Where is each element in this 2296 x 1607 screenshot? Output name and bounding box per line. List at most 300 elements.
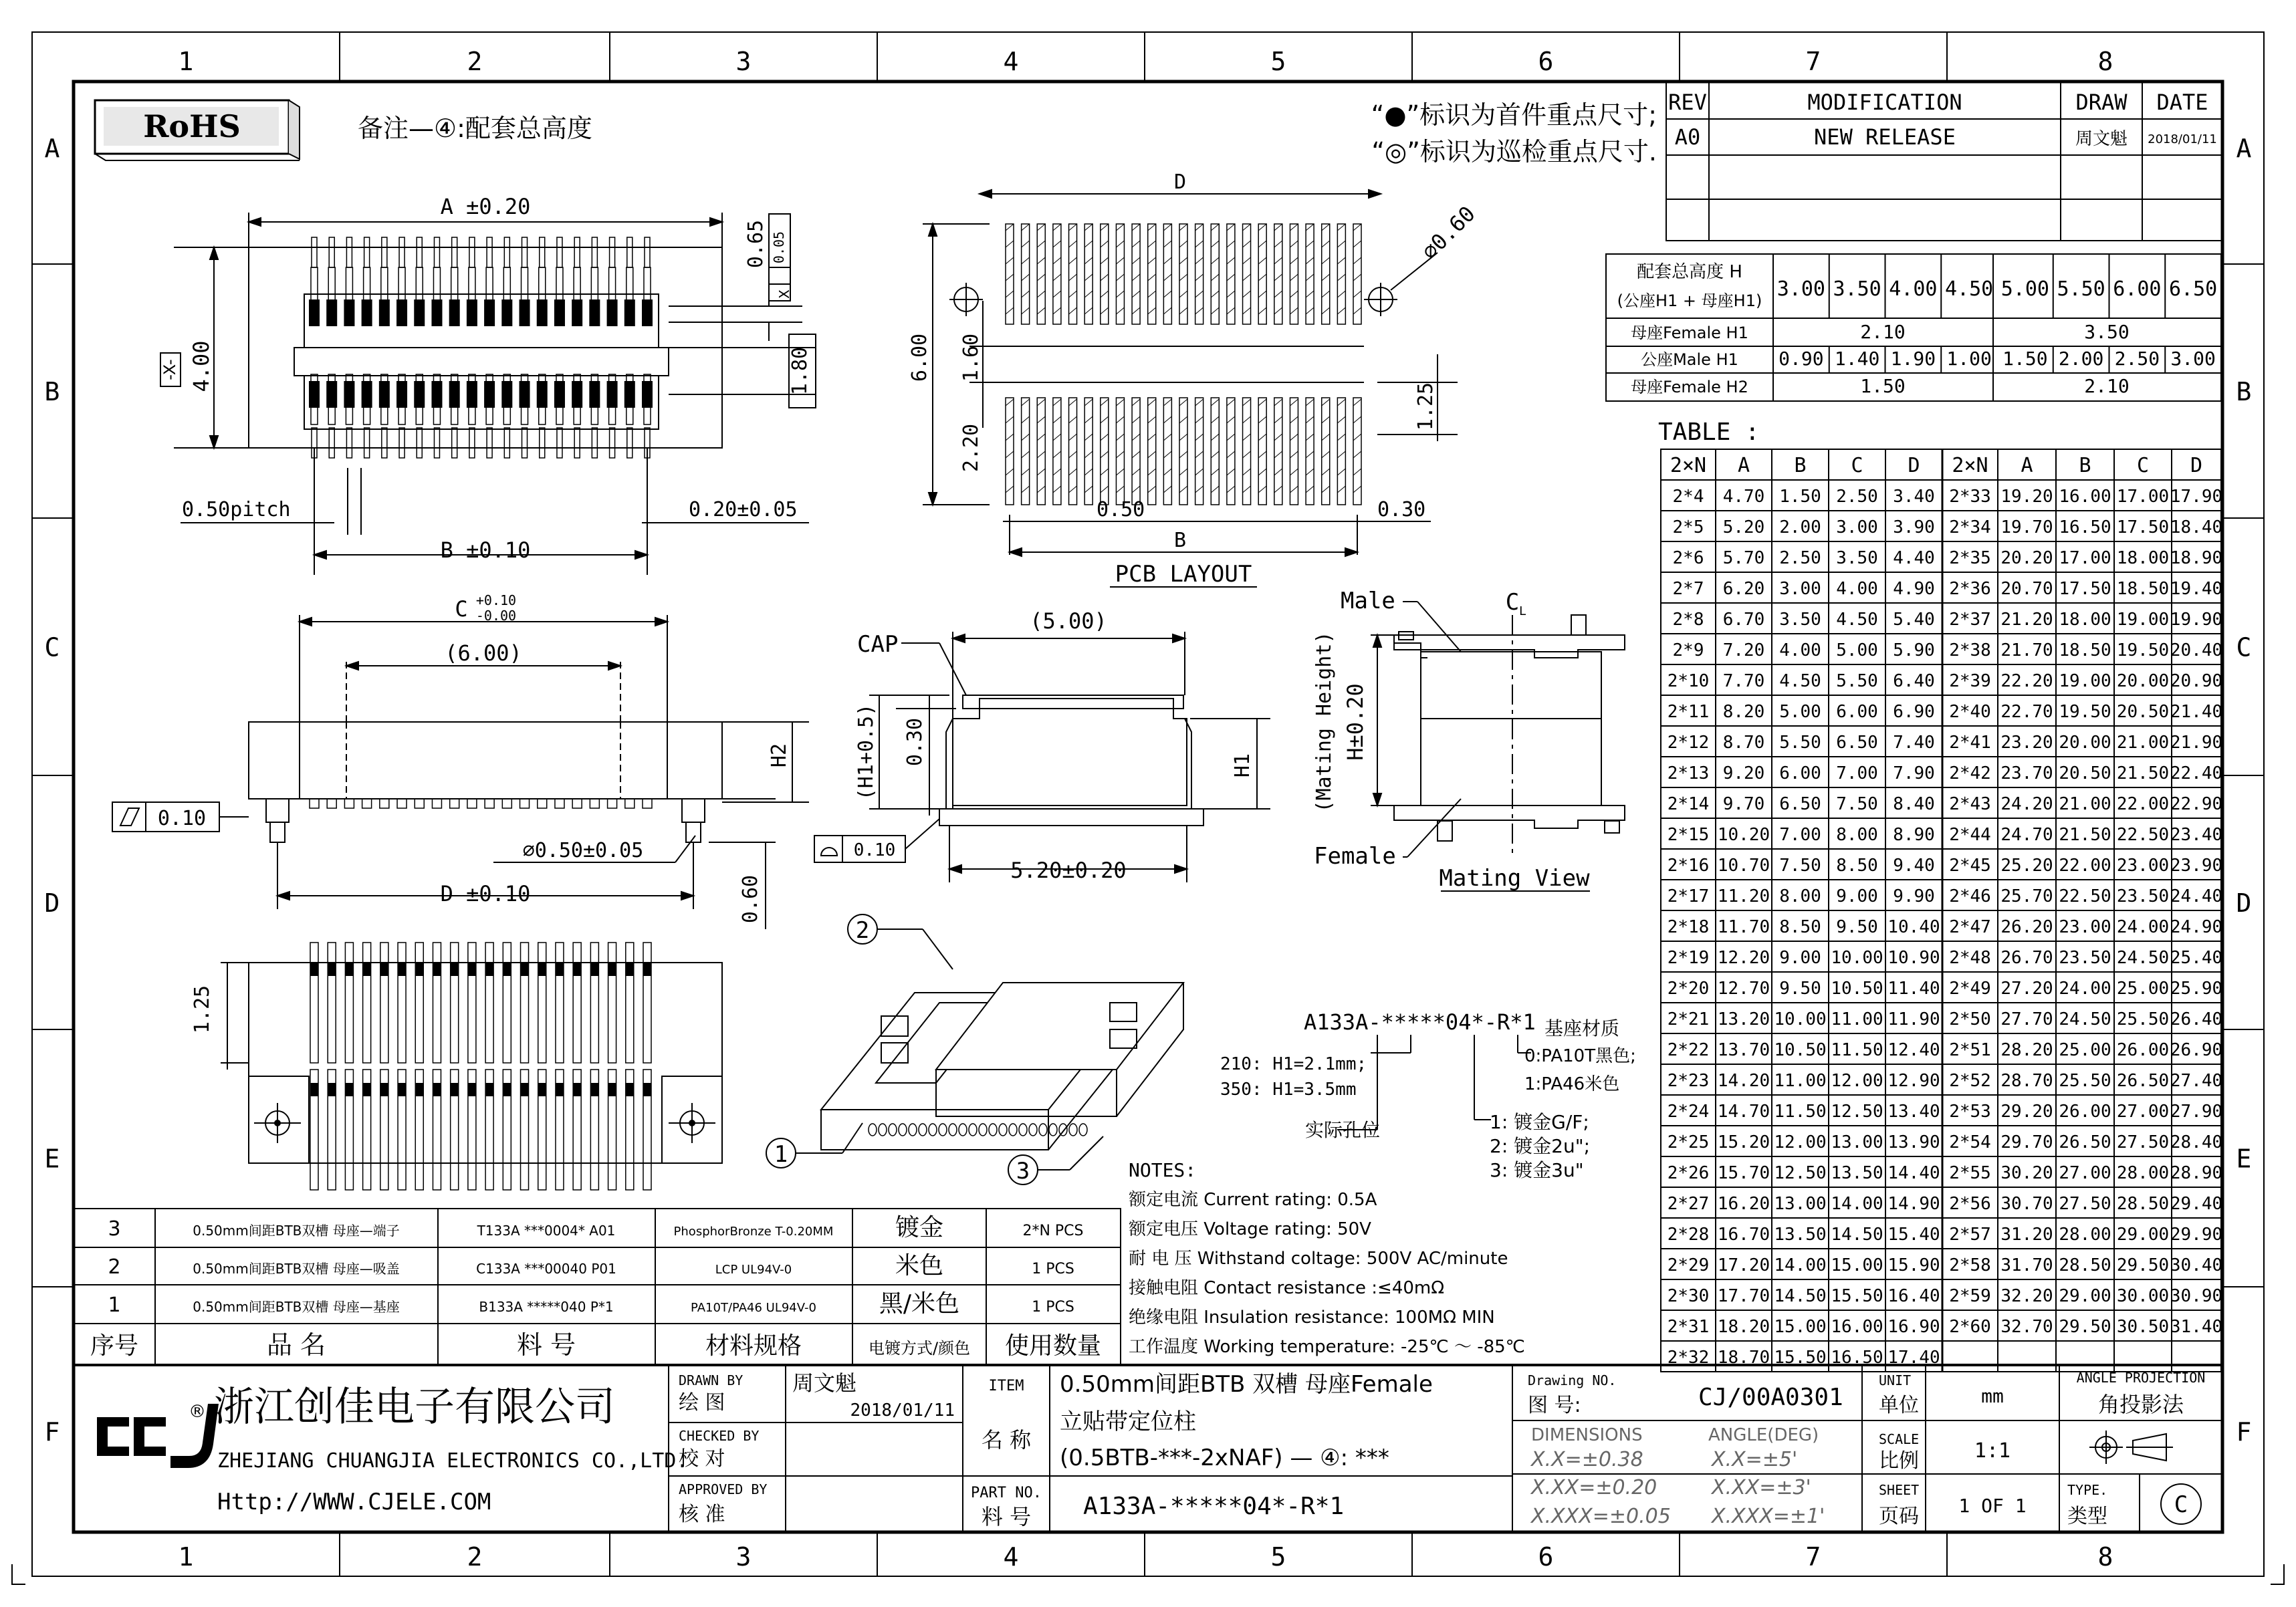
date-header: DATE — [2156, 90, 2208, 115]
pad-hatch — [1227, 399, 1235, 406]
pad-hatch — [1258, 434, 1266, 441]
dim-table-cell: 5.00 — [1779, 702, 1821, 722]
pad-hatch — [1258, 274, 1266, 281]
pad-hatch — [1069, 486, 1077, 493]
pad-hatch — [1006, 469, 1014, 475]
dim-table-cell: 29.50 — [2116, 1255, 2170, 1275]
pad-hatch — [1163, 416, 1171, 423]
pad-hatch — [1148, 257, 1156, 264]
plating-1: 1: 镀金G/F; — [1490, 1111, 1589, 1133]
top-pin-lead — [312, 237, 317, 267]
front-pin — [310, 799, 319, 808]
pad-hatch — [1101, 307, 1109, 314]
bottom-pin-solder — [485, 1083, 493, 1096]
bottom-pin — [573, 943, 581, 1063]
top-dim-lead: 0.65 — [744, 219, 768, 269]
pad-hatch — [1211, 399, 1219, 406]
front-pin — [608, 799, 617, 808]
dim-table-cell: 2*28 — [1667, 1225, 1710, 1245]
dim-table-cell: 19.40 — [2170, 579, 2223, 599]
dim-table-cell: 12.50 — [1831, 1102, 1883, 1122]
top-pin-contact — [554, 299, 565, 326]
pad-hatch — [1084, 241, 1093, 247]
dim-table-cell: 4.40 — [1893, 548, 1935, 568]
pad-hatch — [1022, 451, 1030, 458]
pcb-pad — [1148, 398, 1156, 505]
dim-table-cell: 27.20 — [2000, 979, 2053, 999]
dim-table-cell: 23.40 — [2170, 825, 2223, 845]
item-line-1: 0.50mm间距BTB 双槽 母座Female — [1060, 1371, 1433, 1398]
pad-hatch — [1069, 291, 1077, 297]
top-pin-contact — [554, 381, 565, 408]
iso-pin — [929, 1124, 937, 1136]
dim-table-cell: 2*36 — [1949, 579, 1991, 599]
pad-hatch — [1353, 434, 1361, 441]
dim-table-cell: 21.50 — [2116, 763, 2170, 783]
pad-hatch — [1243, 434, 1251, 441]
pad-hatch — [1322, 451, 1330, 458]
pad-hatch — [1116, 257, 1124, 264]
dim-table-cell: 2*19 — [1667, 948, 1710, 968]
dim-table-cell: 2*60 — [1949, 1317, 1991, 1337]
pcb-dim-pitch: 0.50 — [1097, 498, 1145, 521]
pad-hatch — [1211, 451, 1219, 458]
pad-hatch — [1022, 486, 1030, 493]
col-marker: 3 — [735, 1542, 752, 1572]
title-block — [74, 1365, 2222, 1532]
dim-table-cell: 19.00 — [2116, 610, 2170, 630]
dim-table-cell: 9.70 — [1722, 794, 1765, 814]
top-pin-contact — [520, 381, 530, 408]
notes-title: NOTES: — [1129, 1159, 1197, 1181]
pad-hatch — [1243, 416, 1251, 423]
top-pin-lead — [434, 428, 439, 458]
dim-table-cell: 6.40 — [1893, 671, 1935, 691]
pad-hatch — [1353, 224, 1361, 231]
pad-hatch — [1132, 399, 1140, 406]
top-pin-contact — [607, 381, 618, 408]
dim-table-cell: 17.00 — [2059, 548, 2111, 568]
dim-table-cell: 2*32 — [1667, 1348, 1710, 1368]
pin-position: 实际孔位 — [1305, 1119, 1381, 1141]
dim-table-cell: 12.00 — [1831, 1071, 1883, 1091]
pad-hatch — [1163, 469, 1171, 475]
dim-table-cell: 2*51 — [1949, 1040, 1991, 1060]
pcb-pad — [1179, 224, 1187, 324]
dim-table-cell: 22.90 — [2170, 794, 2223, 814]
pad-hatch — [1022, 399, 1030, 406]
dim-table-cell: 2*57 — [1949, 1225, 1991, 1245]
dim-table-cell: 14.20 — [1717, 1071, 1770, 1091]
pcb-caption: PCB LAYOUT — [1115, 561, 1252, 588]
dim-table-cell: 2*15 — [1667, 825, 1710, 845]
iso-pin — [959, 1124, 967, 1136]
dim-table-cell: 16.00 — [1831, 1317, 1883, 1337]
pcb-pad — [1022, 398, 1030, 505]
male-h1-value: 1.40 — [1834, 348, 1880, 370]
dim-table-cell: 20.50 — [2116, 702, 2170, 722]
pad-hatch — [1290, 451, 1298, 458]
pad-hatch — [1148, 274, 1156, 281]
dim-table-cell: 19.50 — [2059, 702, 2111, 722]
bottom-pin-solder — [503, 1083, 511, 1096]
notes — [1129, 1159, 1525, 1357]
dim-table-cell: 2.50 — [1779, 548, 1821, 568]
bottom-pin-solder — [451, 1083, 459, 1096]
dim-table-cell: 1.50 — [1779, 487, 1821, 507]
pad-hatch — [1274, 257, 1282, 264]
bottom-pin-solder — [538, 963, 546, 976]
dim-table-cell: 2*8 — [1672, 610, 1704, 630]
bom-cell: 0.50mm间距BTB双槽 母座—吸盖 — [193, 1261, 400, 1277]
top-pin-contact — [501, 299, 512, 326]
pcb-pads — [1006, 224, 1361, 505]
top-pin-lead — [540, 428, 545, 458]
pcb-pad — [1243, 224, 1251, 324]
approved-cn: 核 准 — [679, 1503, 725, 1526]
top-pin-contact — [309, 381, 320, 408]
pad-hatch — [1006, 434, 1014, 441]
iso-pin — [999, 1124, 1007, 1136]
dim-table-cell: 2*34 — [1949, 517, 1991, 537]
dim-table-cell: 20.00 — [2059, 733, 2111, 753]
dim-table-cell: 3.50 — [1779, 610, 1821, 630]
top-pin-contact — [431, 299, 442, 326]
pad-hatch — [1337, 451, 1345, 458]
front-pin — [397, 799, 407, 808]
dim-table-cell: 11.50 — [1831, 1040, 1883, 1060]
pad-hatch — [1101, 257, 1109, 264]
ht-label-total: 配套总高度 H — [1637, 262, 1742, 282]
dim-table-cell: 2*30 — [1667, 1286, 1710, 1306]
dim-table-cell: 15.50 — [1831, 1286, 1883, 1306]
callout-2: 2 — [855, 917, 870, 944]
top-pin-lead — [610, 428, 615, 458]
pad-hatch — [1274, 486, 1282, 493]
revision-block — [1666, 82, 2222, 241]
dim-table-cell: 14.50 — [1831, 1225, 1883, 1245]
side-dim-overall: (H1+0.5) — [854, 703, 878, 801]
pad-hatch — [1006, 307, 1014, 314]
pad-hatch — [1274, 224, 1282, 231]
pad-hatch — [1069, 434, 1077, 441]
pad-hatch — [1337, 291, 1345, 297]
front-flatness: 0.10 — [157, 807, 207, 830]
top-dim-pitch: 0.50pitch — [182, 498, 291, 521]
bottom-pin-solder — [608, 963, 616, 976]
front-dim-c-plus: +0.10 — [475, 592, 517, 608]
height-total-value: 6.50 — [2169, 277, 2218, 301]
dim-table-cell: 17.50 — [2059, 579, 2111, 599]
dim-table-cell: 18.20 — [1717, 1317, 1770, 1337]
top-pin-lead — [346, 237, 352, 267]
bottom-pin — [345, 943, 353, 1063]
dim-table-cell: 7.50 — [1836, 794, 1878, 814]
top-dim-total: 4.00 — [189, 340, 214, 392]
front-pin — [538, 799, 547, 808]
top-pin-contact — [589, 299, 600, 326]
dim-table-cell: 17.70 — [1717, 1286, 1770, 1306]
pad-hatch — [1290, 399, 1298, 406]
dim-table-cell: 2*53 — [1949, 1102, 1991, 1122]
part-code-breakdown — [1220, 1009, 1636, 1181]
dim-table-cell: 26.00 — [2116, 1040, 2170, 1060]
pad-hatch — [1163, 291, 1171, 297]
draw-header: DRAW — [2075, 90, 2128, 115]
pad-hatch — [1211, 257, 1219, 264]
pad-hatch — [1227, 291, 1235, 297]
top-pin-lead — [399, 237, 405, 267]
pcb-pad — [1258, 398, 1266, 505]
pad-hatch — [1163, 307, 1171, 314]
dim-table-cell: 14.70 — [1717, 1102, 1770, 1122]
draw-value: 周文魁 — [2075, 129, 2128, 149]
pad-hatch — [1306, 224, 1314, 231]
bom-cell: 1 — [108, 1293, 121, 1317]
dim-table-cell: 29.90 — [2170, 1225, 2223, 1245]
callout-1: 1 — [774, 1141, 788, 1168]
pad-hatch — [1037, 416, 1045, 423]
dim-table-cell: 8.70 — [1722, 733, 1765, 753]
top-pin-lead — [627, 237, 633, 267]
dim-table-cell: 8.40 — [1893, 794, 1935, 814]
bottom-pin-solder — [345, 1083, 353, 1096]
top-pin-lead — [417, 237, 422, 267]
dim-table-cell: 2*45 — [1949, 856, 1991, 876]
pad-hatch — [1306, 307, 1314, 314]
dim-table-cell: 2*14 — [1667, 794, 1710, 814]
top-dim-b: B ±0.10 — [440, 537, 531, 563]
dim-table-cell: 24.00 — [2059, 979, 2111, 999]
pad-hatch — [1322, 416, 1330, 423]
top-pin-lead — [592, 428, 597, 458]
dim-table-cell: 12.40 — [1887, 1040, 1940, 1060]
dim-table-cell: 2*6 — [1672, 548, 1704, 568]
height-table — [1606, 254, 2221, 401]
pad-hatch — [1069, 241, 1077, 247]
tol-1: X.X=±0.38 — [1531, 1448, 1643, 1471]
bottom-pin-solder — [573, 963, 581, 976]
approved-en: APPROVED BY — [679, 1481, 768, 1497]
top-pin-lead — [627, 428, 633, 458]
pad-hatch — [1006, 241, 1014, 247]
pad-hatch — [1084, 224, 1093, 231]
bottom-pin — [415, 943, 423, 1063]
dim-table-cell: 25.00 — [2059, 1040, 2111, 1060]
pad-hatch — [1353, 257, 1361, 264]
dim-table-cell: 11.00 — [1774, 1071, 1827, 1091]
pad-hatch — [1101, 469, 1109, 475]
dim-table-cell: 30.90 — [2170, 1286, 2223, 1306]
pcb-pad — [1084, 224, 1093, 324]
height-total-value: 5.00 — [2000, 277, 2049, 301]
pad-hatch — [1243, 486, 1251, 493]
dim-table-cell: 2*44 — [1949, 825, 1991, 845]
bottom-pin-solder — [468, 963, 476, 976]
front-dim-h2: H2 — [768, 743, 791, 768]
pad-hatch — [1306, 469, 1314, 475]
dim-table-cell: 25.50 — [2059, 1071, 2111, 1091]
unit-en: UNIT — [1879, 1372, 1912, 1388]
dim-table-cell: 2*33 — [1949, 487, 1991, 507]
company-cn: 浙江创佳电子有限公司 — [214, 1384, 615, 1431]
dim-table-cell: 17.40 — [1887, 1348, 1940, 1368]
dim-table-cell: 7.70 — [1722, 671, 1765, 691]
top-pin-contact — [642, 299, 653, 326]
row-marker: E — [44, 1144, 60, 1174]
pad-hatch — [1163, 486, 1171, 493]
front-pin — [520, 799, 530, 808]
dim-table-cell: 21.90 — [2170, 733, 2223, 753]
pad-hatch — [1258, 469, 1266, 475]
top-pin-lead — [329, 428, 334, 458]
dim-table-cell: 22.50 — [2059, 886, 2111, 906]
dim-table-cell: 10.00 — [1774, 1009, 1827, 1029]
dim-table-cell: 30.50 — [2116, 1317, 2170, 1337]
col-marker: 3 — [735, 47, 752, 76]
bom-cell: LCP UL94V-0 — [715, 1263, 792, 1277]
dim-table-cell: 2*42 — [1949, 763, 1991, 783]
bottom-pin — [538, 943, 546, 1063]
pad-hatch — [1322, 274, 1330, 281]
pad-hatch — [1179, 416, 1187, 423]
pad-hatch — [1116, 224, 1124, 231]
dim-table-cell: 20.70 — [2000, 579, 2053, 599]
dim-table-cell: 2*48 — [1949, 948, 1991, 968]
dim-table-cell: 27.50 — [2116, 1132, 2170, 1152]
top-pin-lead — [364, 237, 370, 267]
pad-hatch — [1163, 434, 1171, 441]
pcb-pad — [1053, 398, 1061, 505]
tol-2: X.XX=±0.20 — [1531, 1476, 1657, 1499]
pad-hatch — [1290, 486, 1298, 493]
pad-hatch — [1084, 434, 1093, 441]
top-pin-contact — [624, 299, 635, 326]
top-pin-contact — [326, 299, 337, 326]
top-pin-contact — [642, 381, 653, 408]
dim-table-cell: 13.50 — [1774, 1225, 1827, 1245]
front-dim-d: D ±0.10 — [440, 881, 531, 906]
height-total-value: 6.00 — [2113, 277, 2162, 301]
pad-hatch — [1163, 241, 1171, 247]
pad-hatch — [1322, 486, 1330, 493]
ang-3: X.XXX=±1' — [1712, 1505, 1825, 1528]
dim-table-cell: 2*55 — [1949, 1163, 1991, 1183]
side-cap-label: CAP — [857, 631, 899, 658]
pad-hatch — [1053, 486, 1061, 493]
dim-table-cell: 9.00 — [1836, 886, 1878, 906]
dim-table-cell: 15.50 — [1774, 1348, 1827, 1368]
bottom-pin — [643, 943, 651, 1063]
dim-table-cell: 6.70 — [1722, 610, 1765, 630]
dim-table-cell: 21.40 — [2170, 702, 2223, 722]
pad-hatch — [1195, 241, 1203, 247]
top-pin-contact — [362, 299, 372, 326]
pad-hatch — [1116, 434, 1124, 441]
dimension-table — [1661, 449, 2222, 1372]
bottom-pin-solder — [485, 963, 493, 976]
pad-hatch — [1243, 469, 1251, 475]
dim-table-cell: 24.70 — [2000, 825, 2053, 845]
dim-table-cell: 2*29 — [1667, 1255, 1710, 1275]
iso-pin — [949, 1124, 957, 1136]
pcb-pad — [1006, 398, 1014, 505]
projection-symbol-icon — [2089, 1431, 2173, 1464]
lead-tol: 0.05 — [771, 231, 787, 264]
pad-hatch — [1243, 241, 1251, 247]
bill-of-materials — [74, 1209, 1121, 1365]
partno-en: PART NO. — [971, 1485, 1042, 1501]
pad-hatch — [1322, 399, 1330, 406]
dim-table-cell: 24.50 — [2116, 948, 2170, 968]
dim-table-cell: 17.20 — [1717, 1255, 1770, 1275]
pad-hatch — [1227, 451, 1235, 458]
dim-table-cell: 2*26 — [1667, 1163, 1710, 1183]
dim-table-cell: 31.20 — [2000, 1225, 2053, 1245]
pcb-pad — [1022, 224, 1030, 324]
col-marker: 8 — [2097, 1542, 2113, 1572]
bottom-pin — [626, 943, 634, 1063]
pad-hatch — [1179, 307, 1187, 314]
pad-hatch — [1243, 291, 1251, 297]
pcb-pad — [1306, 224, 1314, 324]
dim-table-cell: 5.50 — [1836, 671, 1878, 691]
col-marker: 8 — [2097, 47, 2113, 76]
top-pin-lead — [487, 428, 492, 458]
front-dim-c: C — [455, 596, 468, 622]
pad-hatch — [1337, 469, 1345, 475]
dim-table-cell: 19.50 — [2116, 640, 2170, 660]
dim-table-cell: 28.50 — [2116, 1194, 2170, 1214]
top-pin-contact — [572, 299, 582, 326]
pad-hatch — [1337, 274, 1345, 281]
bottom-pin — [328, 943, 336, 1063]
dim-table-cell: 2*5 — [1672, 517, 1704, 537]
bottom-view-pins — [310, 943, 651, 1190]
bottom-pin-solder — [345, 963, 353, 976]
bottom-pin-solder — [380, 963, 388, 976]
pad-hatch — [1022, 224, 1030, 231]
dim-table-cell: 18.50 — [2116, 579, 2170, 599]
dim-table-cell: 8.90 — [1893, 825, 1935, 845]
pad-hatch — [1243, 224, 1251, 231]
female-h1-high: 3.50 — [2084, 321, 2130, 343]
bottom-pin-solder — [590, 963, 598, 976]
top-pin-lead — [574, 237, 580, 267]
dim-table-header: C — [2136, 454, 2150, 477]
dim-table-cell: 24.20 — [2000, 794, 2053, 814]
item-line-2: 立贴带定位柱 — [1060, 1408, 1196, 1435]
bom-cell: 2*N PCS — [1022, 1223, 1084, 1239]
row-marker: E — [2236, 1144, 2252, 1174]
pcb-hole: ⌀0.60 — [1416, 201, 1480, 265]
pad-hatch — [1227, 257, 1235, 264]
mating-cl: C — [1505, 589, 1520, 616]
height-totals — [1777, 277, 2218, 301]
dim-table-cell: 2*11 — [1667, 702, 1710, 722]
col-marker: 4 — [1003, 1542, 1019, 1572]
pad-hatch — [1022, 416, 1030, 423]
pad-hatch — [1116, 241, 1124, 247]
pad-hatch — [1084, 291, 1093, 297]
bottom-pin — [380, 943, 388, 1063]
pad-hatch — [1211, 416, 1219, 423]
dim-table-cell: 2*49 — [1949, 979, 1991, 999]
dim-table-cell: 2*20 — [1667, 979, 1710, 999]
bom-cell: 黑/米色 — [879, 1290, 960, 1318]
bottom-pin — [521, 943, 529, 1063]
pad-hatch — [1306, 241, 1314, 247]
